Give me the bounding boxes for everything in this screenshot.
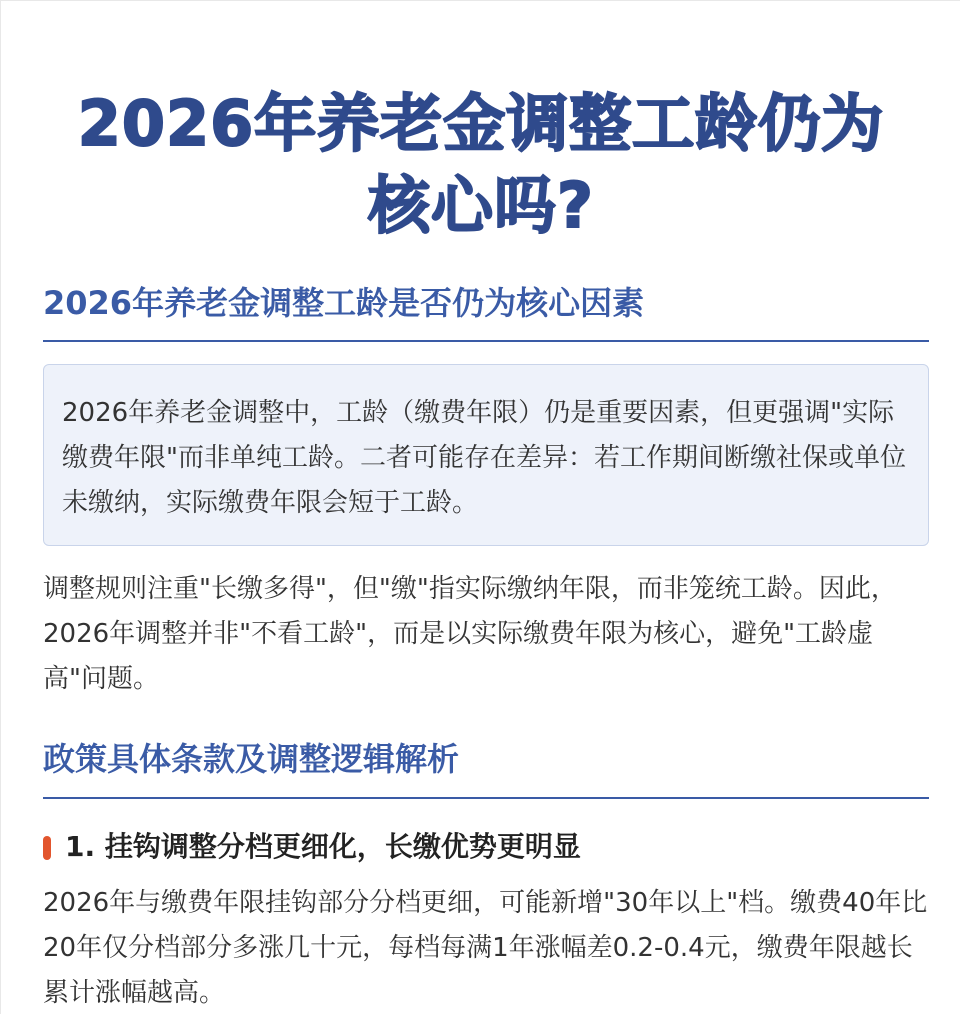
callout-box (43, 364, 929, 546)
page-title-line1: 2026年养老金调整工龄仍为 (77, 87, 885, 160)
paragraph-rules: 调整规则注重"长缴多得"，但"缴"指实际缴纳年限，而非笼统工龄。因此，2026年调整并非"不看工龄"，而是以实际缴费年限为核心，避免"工龄虚高"问题。 (43, 574, 897, 694)
section-heading-policy: 政策具体条款及调整逻辑解析 (43, 740, 460, 778)
section-heading-core-factor: 2026年养老金调整工龄是否仍为核心因素 (43, 284, 645, 322)
subheading-text: 1. 挂钩调整分档更细化，长缴优势更明显 (65, 830, 581, 863)
section-divider (43, 340, 929, 342)
page-title (1, 83, 960, 247)
subheading-item-1 (43, 827, 929, 867)
paragraph-tiers: 2026年与缴费年限挂钩部分分档更细，可能新增"30年以上"档。缴费40年比20年仅分档部分多涨几十元，每档每满1年涨幅差0.2-0.4元，缴费年限越长累计涨幅越高。 (43, 888, 928, 1008)
section-divider (43, 797, 929, 799)
page-title-line2: 核心吗? (368, 169, 594, 242)
subheading-marker-icon (43, 836, 51, 860)
callout-text: 2026年养老金调整中，工龄（缴费年限）仍是重要因素，但更强调"实际缴费年限"而非单纯工龄。二者可能存在差异：若工作期间断缴社保或单位未缴纳，实际缴费年限会短于工龄。 (62, 398, 906, 518)
